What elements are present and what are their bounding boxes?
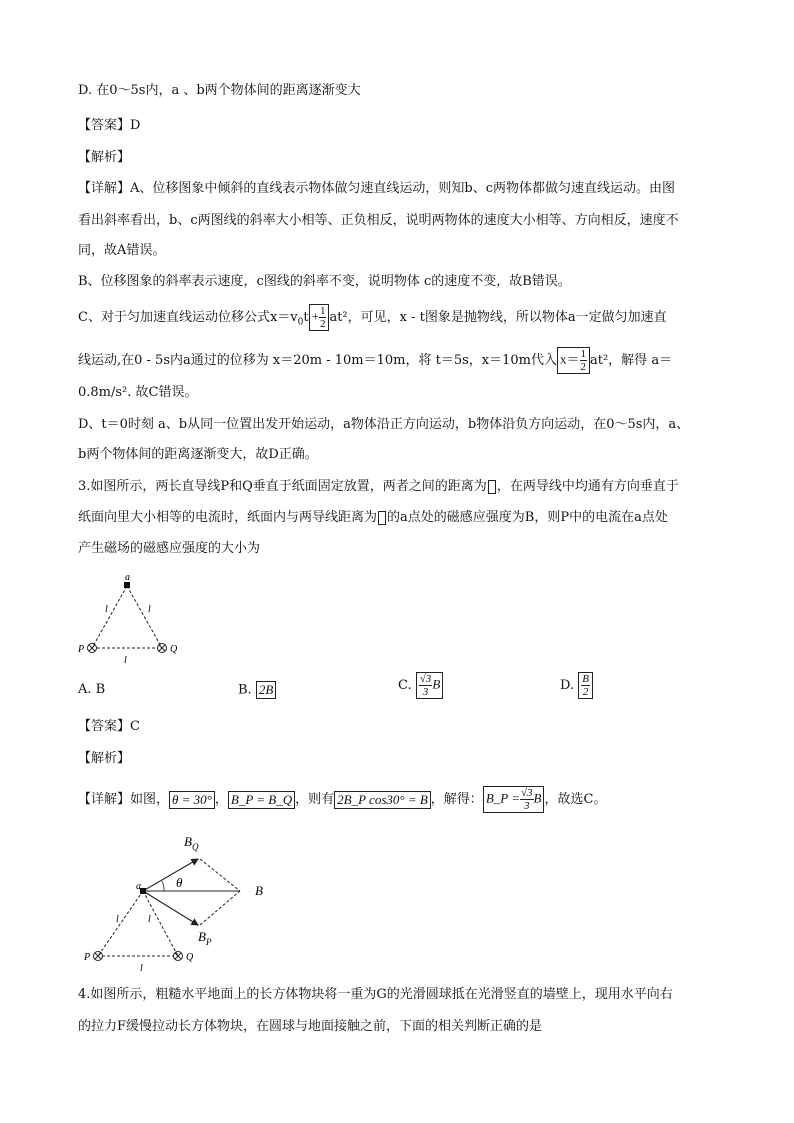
q2-c2-text-post: at²，解得 a＝ — [590, 353, 673, 368]
q2-c2-formula-box — [557, 347, 590, 374]
q4-stem-line1: 4.如图所示，粗糙水平地面上的长方体物块将一重为G的光滑圆球抵在光滑竖直的墙壁上，现用水平向右 — [78, 987, 673, 1002]
q2-detail-d-line2: b两个物体间的距离逐渐变大，故D正确。 — [78, 447, 318, 462]
fig2-label-l-mid: l — [148, 914, 151, 925]
q3-figure-triangle — [78, 570, 198, 670]
q2-c2-fraction — [580, 348, 588, 373]
option-c-B: B — [432, 676, 441, 692]
q3-detail-post: ，故选C。 — [544, 792, 607, 807]
q3-figure-vectors — [80, 825, 280, 975]
q3-stem-line2 — [78, 509, 668, 527]
q3-eq4-left: B_P = — [485, 790, 520, 806]
fig2-label-theta: θ — [176, 875, 183, 890]
q2-c2-num: 1 — [580, 348, 586, 360]
q3-eq-cos: 2B_P cos30° = B — [334, 791, 431, 809]
q3-eq4-fraction — [520, 787, 534, 812]
q2-c1-formula-box — [309, 304, 330, 331]
q3-option-a — [78, 681, 105, 699]
q3-option-c — [398, 672, 443, 699]
q3-detail-pre: 【详解】如图， — [78, 792, 170, 807]
fig2-label-BP: $B_P$ — [198, 929, 212, 947]
fig1-label-l-left: l — [105, 604, 108, 615]
q3-answer: 【答案】C — [78, 719, 140, 734]
fig2-label-l-left: l — [116, 914, 119, 925]
fig2-label-Q: Q — [186, 952, 194, 963]
q2-c1-t: t — [303, 310, 309, 325]
q3-sep3: ，解得： — [430, 792, 483, 807]
option-b-label: B. — [238, 682, 252, 698]
q3-stem-line3: 产生磁场的磁感应强度的大小为 — [78, 541, 261, 556]
q2-c2-text-pre: 线运动,在0 - 5s内a通过的位移为 x＝20m - 10m＝10m，将 t＝5s，x＝10m代入 — [78, 353, 557, 368]
fig2-label-P: P — [84, 952, 91, 963]
option-d-label: D. — [560, 678, 575, 693]
q2-option-d: D. 在0～5s内，a 、b两个物体间的距离逐渐变大 — [78, 83, 361, 98]
q2-detail-c-line2 — [78, 347, 672, 374]
q3-stem-line1 — [78, 478, 679, 496]
q3-formula-placeholder-2 — [378, 511, 386, 525]
q2-c1-den: 2 — [319, 318, 326, 330]
q3-stem1-pre: 3.如图所示，两长直导线P和Q垂直于纸面固定放置，两者之间的距离为 — [78, 479, 487, 494]
q2-c2-x: x＝ — [559, 351, 580, 367]
fig1-label-Q: Q — [170, 644, 178, 655]
fig1-label-P: P — [78, 644, 85, 655]
q3-detail — [78, 786, 606, 813]
q3-sep1: ， — [214, 792, 228, 807]
q3-eq4-den: 3 — [524, 800, 530, 812]
fig2-label-a: a — [136, 881, 141, 892]
q3-analysis-heading: 【解析】 — [78, 751, 131, 766]
option-a-text: B — [95, 682, 106, 697]
q2-c1-text-post: at²，可见，x - t图象是抛物线，所以物体a一定做匀加速直 — [329, 310, 667, 325]
q3-eq-theta: θ = 30° — [169, 791, 215, 809]
option-d-formula — [578, 672, 593, 699]
q2-analysis-heading: 【解析】 — [78, 150, 131, 165]
q2-detail-b: B、位移图象的斜率表示速度，c图线的斜率不变，说明物体 c的速度不变，故B错误。 — [78, 274, 571, 289]
q2-detail-a-line3: 同，故A错误。 — [78, 243, 166, 258]
q2-detail-c-line3: 0.8m/s². 故C错误。 — [78, 385, 198, 400]
q2-c1-sub: 0 — [297, 317, 304, 328]
q3-eq4-B: B — [533, 790, 542, 806]
q3-option-b — [238, 681, 276, 700]
option-c-fraction — [419, 673, 433, 698]
fig2-label-B: B — [255, 883, 263, 898]
fig1-label-l-right: l — [148, 604, 151, 615]
fig2-label-BQ: $B_Q$ — [184, 834, 199, 852]
q2-c1-text-pre: C、对于匀加速直线运动位移公式x＝v — [78, 310, 298, 325]
q3-eq-bp-bq: B_P = B_Q — [228, 791, 295, 809]
q2-c1-plus: + — [311, 308, 319, 324]
option-a-label: A. — [78, 682, 92, 697]
q3-stem2-pre: 纸面向里大小相等的电流时，纸面内与两导线距离为 — [78, 510, 378, 525]
q3-sep2: ，则有 — [295, 792, 335, 807]
q2-c2-den: 2 — [580, 361, 586, 373]
q2-c1-fraction — [319, 305, 327, 330]
option-c-den: 3 — [422, 686, 429, 698]
q2-c1-num: 1 — [319, 305, 326, 317]
option-d-num: B — [582, 673, 589, 685]
option-b-formula: 2B — [256, 681, 276, 699]
q3-stem2-post: 的a点处的磁感应强度为B，则P中的电流在a点处 — [387, 510, 668, 525]
q3-eq-result — [483, 786, 545, 813]
q2-detail-a-line2: 看出斜率看出，b、c两图线的斜率大小相等、正负相反，说明两物体的速度大小相等、方向相反，速度不 — [78, 213, 679, 228]
q3-formula-placeholder-1 — [488, 480, 496, 494]
fig1-label-l-bottom: l — [124, 655, 127, 666]
option-c-formula — [416, 672, 444, 699]
option-d-den: 2 — [582, 686, 589, 698]
q3-eq4-num: √3 — [520, 787, 533, 799]
option-c-num: √3 — [419, 673, 432, 685]
q3-stem1-post: ，在两导线中均通有方向垂直于 — [496, 479, 679, 494]
q2-detail-a-line1: 【详解】A、位移图象中倾斜的直线表示物体做匀速直线运动，则知b、c两物体都做匀速直线运动。由图 — [78, 181, 675, 196]
q2-detail-d-line1: D、t＝0时刻 a、b从同一位置出发开始运动，a物体沿正方向运动，b物体沿负方向运动，在0～5s内，a、 — [78, 417, 690, 432]
q4-stem-line2: 的拉力F缓慢拉动长方体物块，在圆球与地面接触之前，下面的相关判断正确的是 — [78, 1019, 543, 1034]
q2-answer: 【答案】D — [78, 118, 141, 133]
option-c-label: C. — [398, 678, 412, 693]
q2-detail-c-line1 — [78, 304, 667, 332]
option-d-fraction — [581, 673, 590, 698]
fig1-label-a: a — [125, 572, 130, 583]
fig2-label-l-bottom: l — [140, 963, 143, 974]
q3-option-d — [560, 672, 593, 699]
